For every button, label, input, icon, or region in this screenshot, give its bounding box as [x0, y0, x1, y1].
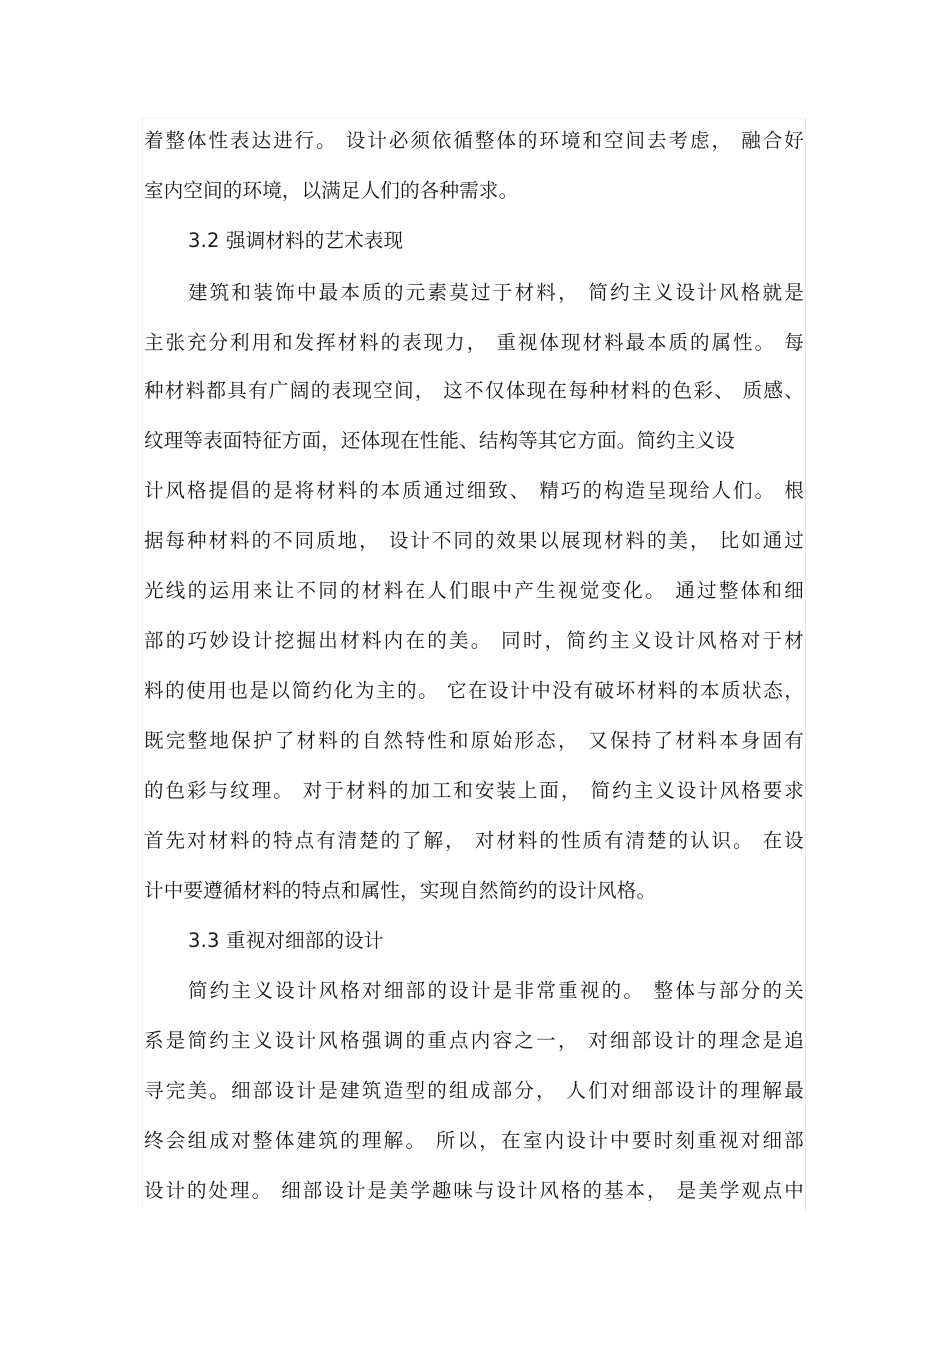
paragraph-line: 的色彩与纹理。 对于材料的加工和安装上面， 简约主义设计风格要求	[144, 779, 804, 802]
section-heading: 3.3 重视对细部的设计	[188, 929, 384, 952]
paragraph-line: 室内空间的环境，以满足人们的各种需求。	[144, 179, 519, 202]
paragraph-line: 主张充分利用和发挥材料的表现力， 重视体现材料最本质的属性。 每	[144, 331, 804, 354]
paragraph-line: 简约主义设计风格对细部的设计是非常重视的。 整体与部分的关	[188, 979, 804, 1002]
paragraph-line: 终会组成对整体建筑的理解。 所以，在室内设计中要时刻重视对细部	[144, 1129, 804, 1152]
section-heading: 3.2 强调材料的艺术表现	[188, 229, 404, 252]
paragraph-line: 系是简约主义设计风格强调的重点内容之一， 对细部设计的理念是追	[144, 1029, 804, 1052]
paragraph-line: 建筑和装饰中最本质的元素莫过于材料， 简约主义设计风格就是	[188, 281, 804, 304]
paragraph-line: 光线的运用来让不同的材料在人们眼中产生视觉变化。 通过整体和细	[144, 579, 804, 602]
paragraph-line: 种材料都具有广阔的表现空间， 这不仅体现在每种材料的色彩、 质感、	[144, 379, 804, 402]
paragraph-line: 计中要遵循材料的特点和属性，实现自然简约的设计风格。	[144, 879, 657, 902]
paragraph-line: 既完整地保护了材料的自然特性和原始形态， 又保持了材料本身固有	[144, 729, 804, 752]
paragraph-line: 部的巧妙设计挖掘出材料内在的美。 同时，简约主义设计风格对于材	[144, 629, 804, 652]
paragraph-line: 纹理等表面特征方面，还体现在性能、结构等其它方面。简约主义设	[144, 429, 736, 452]
paragraph-line: 料的使用也是以简约化为主的。 它在设计中没有破坏材料的本质状态，	[144, 679, 804, 702]
paragraph-line: 寻完美。细部设计是建筑造型的组成部分， 人们对细部设计的理解最	[144, 1079, 804, 1102]
paragraph-line: 设计的处理。 细部设计是美学趣味与设计风格的基本， 是美学观点中	[144, 1179, 804, 1202]
paragraph-line: 着整体性表达进行。 设计必须依循整体的环境和空间去考虑， 融合好	[144, 129, 804, 152]
paragraph-line: 据每种材料的不同质地， 设计不同的效果以展现材料的美， 比如通过	[144, 529, 804, 552]
paragraph-line: 计风格提倡的是将材料的本质通过细致、 精巧的构造呈现给人们。 根	[144, 479, 804, 502]
paragraph-line: 首先对材料的特点有清楚的了解， 对材料的性质有清楚的认识。 在设	[144, 829, 804, 852]
